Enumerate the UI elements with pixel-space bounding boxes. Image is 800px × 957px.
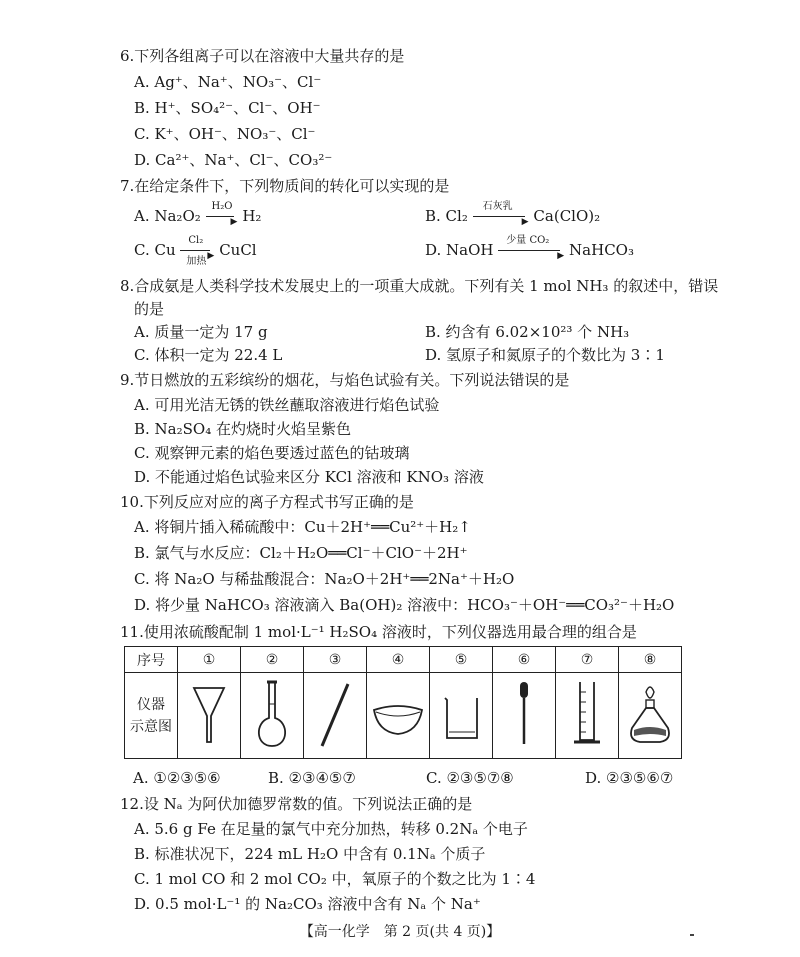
q6-option-a: A. Ag⁺、Na⁺、NO₃⁻、Cl⁻ [134,73,322,91]
q11-option-d: D. ②③⑤⑥⑦ [585,769,674,787]
q11-stem: 11.使用浓硫酸配制 1 mol·L⁻¹ H₂SO₄ 溶液时，下列仪器选用最合理的组合是 [120,623,637,641]
q8-stem-line1: 8.合成氨是人类科学技术发展史上的一项重大成就。下列有关 1 mol NH₃ 的叙述中，错误 [120,277,719,295]
dropper-cell [493,673,556,759]
q6-option-c: C. K⁺、OH⁻、NO₃⁻、Cl⁻ [134,125,316,143]
q6-option-d: D. Ca²⁺、Na⁺、Cl⁻、CO₃²⁻ [134,151,333,169]
q7-d-condition: 少量 CO₂ [506,235,550,246]
instrument-number: ④ [367,647,430,673]
volumetric-flask-icon [247,676,297,752]
instrument-number-row [125,647,682,673]
q10-stem: 10.下列反应对应的离子方程式书写正确的是 [120,493,414,511]
row-header [125,673,178,759]
q6-option-b: B. H⁺、SO₄²⁻、Cl⁻、OH⁻ [134,99,321,117]
q10-option-b: B. 氯气与水反应：Cl₂＋H₂O══Cl⁻＋ClO⁻＋2H⁺ [134,544,468,562]
alcohol-lamp-icon [622,676,678,752]
q7-b-product: Ca(ClO)₂ [533,207,601,225]
evaporating-dish-cell [367,673,430,759]
q7-c-product: CuCl [219,241,257,259]
q8-option-a: A. 质量一定为 17 g [134,323,268,341]
q9-option-b: B. Na₂SO₄ 在灼烧时火焰呈紫色 [134,420,351,438]
evaporating-dish-icon [370,676,426,752]
page-mark [690,934,694,936]
q10-option-c: C. 将 Na₂O 与稀盐酸混合：Na₂O＋2H⁺══2Na⁺＋H₂O [134,570,515,588]
col-header: 序号 [125,647,178,673]
q7-b-arrow: 石灰乳 ▶ [473,206,529,226]
beaker-cell [430,673,493,759]
instrument-number: ⑤ [430,647,493,673]
q8-option-b: B. 约含有 6.02×10²³ 个 NH₃ [425,323,630,341]
q7-b-reactant: B. Cl₂ [425,207,468,225]
volumetric-flask-cell [241,673,304,759]
q11-option-a: A. ①②③⑤⑥ [133,769,221,787]
q7-b-condition: 石灰乳 [482,201,513,212]
instrument-number: ⑥ [493,647,556,673]
dropper-icon [499,676,549,752]
q7-c-arrow: Cl₂ ▶ 加热 [180,240,214,260]
glass-rod-cell [304,673,367,759]
instrument-number: ⑧ [619,647,682,673]
q7-option-d [425,235,634,261]
q12-stem: 12.设 Nₐ 为阿伏加德罗常数的值。下列说法正确的是 [120,795,473,813]
row-header-line1: 仪器 [137,696,165,713]
graduated-cylinder-cell [556,673,619,759]
q9-stem: 9.节日燃放的五彩缤纷的烟花，与焰色试验有关。下列说法错误的是 [120,371,570,389]
q7-option-a [134,201,262,227]
glass-rod-icon [310,676,360,752]
q12-option-d: D. 0.5 mol·L⁻¹ 的 Na₂CO₃ 溶液中含有 Nₐ 个 Na⁺ [134,895,481,913]
alcohol-lamp-cell [619,673,682,759]
q7-d-reactant: D. NaOH [425,241,494,259]
q9-option-d: D. 不能通过焰色试验来区分 KCl 溶液和 KNO₃ 溶液 [134,468,484,486]
beaker-icon [435,676,487,752]
instrument-number: ③ [304,647,367,673]
q8-option-d: D. 氢原子和氮原子的个数比为 3∶1 [425,346,665,364]
q12-option-c: C. 1 mol CO 和 2 mol CO₂ 中，氧原子的个数之比为 1∶4 [134,870,536,888]
funnel-cell [178,673,241,759]
q7-d-arrow: 少量 CO₂ ▶ [498,240,564,260]
row-header-line2: 示意图 [130,718,172,735]
q7-c-reactant: C. Cu [134,241,176,259]
instrument-number: ⑦ [556,647,619,673]
q7-d-product: NaHCO₃ [569,241,634,259]
q7-stem: 7.在给定条件下，下列物质间的转化可以实现的是 [120,177,450,195]
q8-stem-line2: 的是 [134,300,165,318]
instrument-number: ① [178,647,241,673]
q9-option-c: C. 观察钾元素的焰色要透过蓝色的钴玻璃 [134,444,410,462]
funnel-icon [184,676,234,752]
q7-c-condition-bottom: 加热 [186,256,207,267]
q12-option-a: A. 5.6 g Fe 在足量的氯气中充分加热，转移 0.2Nₐ 个电子 [134,820,528,838]
q9-option-a: A. 可用光洁无锈的铁丝蘸取溶液进行焰色试验 [134,396,440,414]
page-footer: 【高一化学 第 2 页(共 4 页)】 [299,924,501,940]
q10-option-a: A. 将铜片插入稀硫酸中：Cu＋2H⁺══Cu²⁺＋H₂↑ [134,518,471,536]
q7-option-c [134,235,257,267]
q10-option-d: D. 将少量 NaHCO₃ 溶液滴入 Ba(OH)₂ 溶液中：HCO₃⁻＋OH⁻══CO₃²⁻＋H₂O [134,596,675,614]
instrument-table [124,646,682,759]
q7-c-condition-top: Cl₂ [188,235,204,246]
q12-option-b: B. 标准状况下，224 mL H₂O 中含有 0.1Nₐ 个质子 [134,845,486,863]
q7-a-arrow: H₂O ▶ [206,206,238,226]
q7-option-b [425,201,601,227]
q7-a-product: H₂ [242,207,262,225]
q11-option-b: B. ②③④⑤⑦ [268,769,356,787]
q7-a-condition: H₂O [211,201,233,212]
q8-option-c: C. 体积一定为 22.4 L [134,346,283,364]
q11-option-c: C. ②③⑤⑦⑧ [426,769,514,787]
graduated-cylinder-icon [562,676,612,752]
instrument-number: ② [241,647,304,673]
q6-stem: 6.下列各组离子可以在溶液中大量共存的是 [120,47,405,65]
instrument-diagram-row [125,673,682,759]
q7-a-reactant: A. Na₂O₂ [134,207,201,225]
